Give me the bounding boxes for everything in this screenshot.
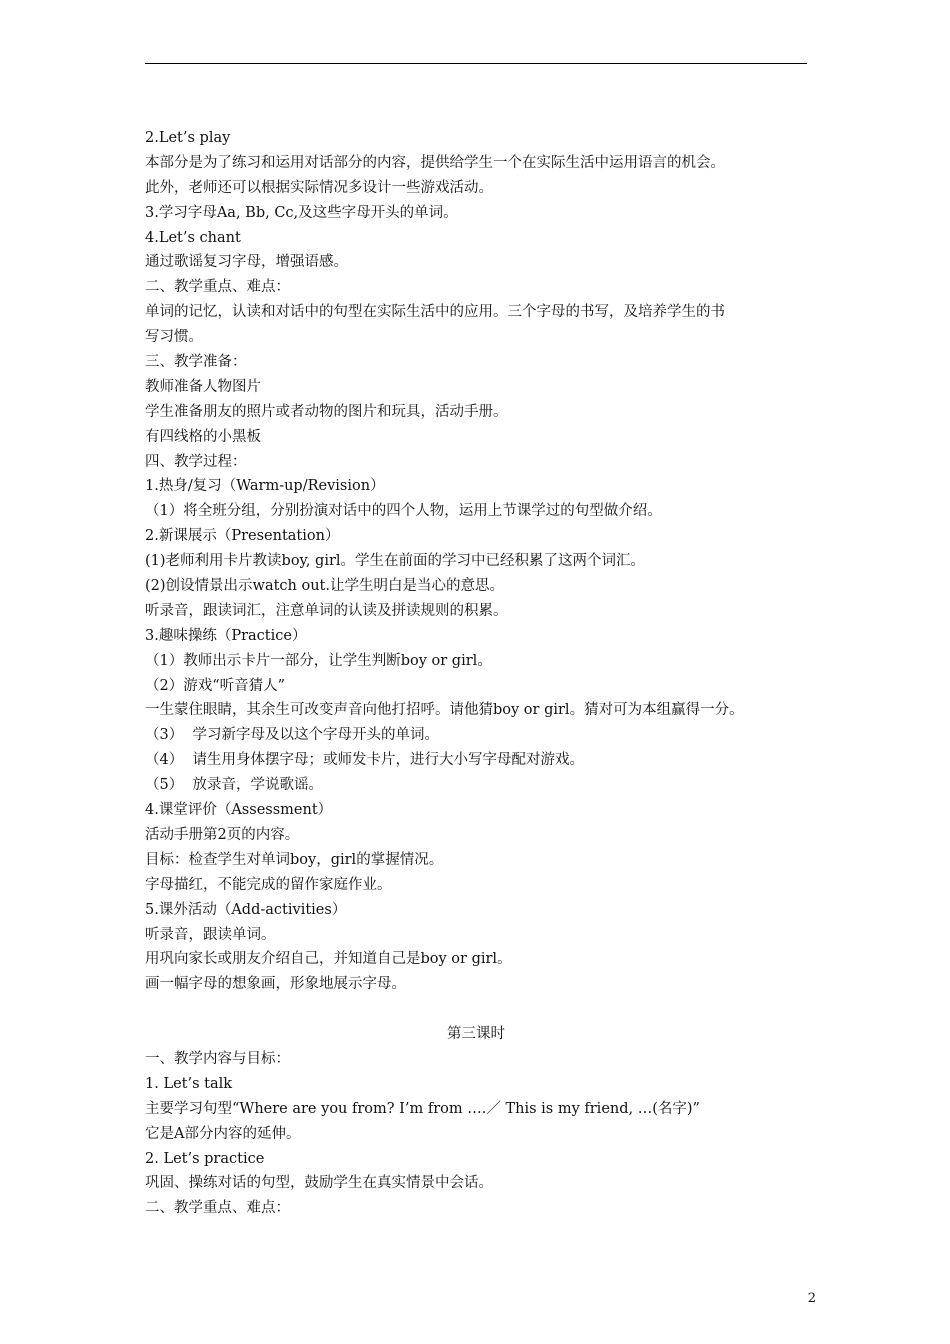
text-line: （5） 放录音，学说歌谣。 — [145, 777, 323, 794]
text-line: 字母描红，不能完成的留作家庭作业。 — [145, 876, 392, 893]
text-block-lesson-two — [145, 126, 825, 997]
text-line: 画一幅字母的想象画，形象地展示字母。 — [145, 976, 406, 993]
text-line: (1)老师利用卡片教读boy, girl。学生在前面的学习中已经积累了这两个词汇。 — [145, 553, 646, 570]
text-line: 它是A部分内容的延伸。 — [145, 1125, 301, 1142]
text-line: （4） 请生用身体摆字母；或师发卡片，进行大小写字母配对游戏。 — [145, 752, 584, 769]
text-line: 单词的记忆，认读和对话中的句型在实际生活中的应用。三个字母的书写，及培养学生的书 — [145, 304, 725, 321]
text-line: 主要学习句型“Where are you from? I’m from ….／ This is my friend, …(名字)” — [145, 1100, 700, 1117]
text-line: （3） 学习新字母及以这个字母开头的单词。 — [145, 727, 439, 744]
text-line: 3.学习字母Aa, Bb, Cc,及这些字母开头的单词。 — [145, 204, 458, 221]
text-line: 1.热身/复习（Warm-up/Revision） — [145, 478, 385, 495]
text-line: 四、教学过程： — [145, 453, 247, 470]
text-line: 通过歌谣复习字母，增强语感。 — [145, 254, 348, 271]
text-line: 学生准备朋友的照片或者动物的图片和玩具，活动手册。 — [145, 403, 508, 420]
text-line: 2.新课展示（Presentation） — [145, 528, 340, 545]
text-line: 一生蒙住眼睛，其余生可改变声音向他打招呼。请他猜boy or girl。猜对可为本组赢得一分。 — [145, 702, 744, 719]
text-line: 3.趣味操练（Practice） — [145, 627, 307, 644]
text-block-lesson-three — [145, 1047, 825, 1221]
text-line: 用巩向家长或朋友介绍自己，并知道自己是boy or girl。 — [145, 951, 512, 968]
text-line: 4.课堂评价（Assessment） — [145, 802, 333, 819]
text-line: (2)创设情景出示watch out.让学生明白是当心的意思。 — [145, 578, 504, 595]
text-line: 1. Let’s talk — [145, 1075, 233, 1092]
text-line: 听录音，跟读词汇，注意单词的认读及拼读规则的积累。 — [145, 602, 508, 619]
section-gap — [145, 997, 825, 1022]
header-rule — [145, 63, 807, 64]
text-line: 有四线格的小黑板 — [145, 428, 261, 445]
page-number: 2 — [807, 1291, 816, 1306]
text-line: 写习惯。 — [145, 329, 203, 346]
text-line: （1）将全班分组，分别扮演对话中的四个人物，运用上节课学过的句型做介绍。 — [145, 503, 662, 520]
text-line: 本部分是为了练习和运用对话部分的内容，提供给学生一个在实际生活中运用语言的机会。 — [145, 154, 725, 171]
text-line: 目标：检查学生对单词boy，girl的掌握情况。 — [145, 851, 444, 868]
text-line: 2. Let’s practice — [145, 1150, 265, 1167]
section-title: 第三课时 — [447, 1026, 505, 1043]
text-line: 三、教学准备： — [145, 354, 247, 371]
text-line: （1）教师出示卡片一部分，让学生判断boy or girl。 — [145, 652, 492, 669]
text-line: 二、教学重点、难点： — [145, 1200, 290, 1217]
text-line: 5.课外活动（Add-activities） — [145, 901, 347, 918]
text-line: 2.Let’s play — [145, 130, 231, 146]
text-line: 教师准备人物图片 — [145, 378, 261, 395]
text-line: 二、教学重点、难点： — [145, 279, 290, 296]
text-line: 巩固、操练对话的句型，鼓励学生在真实情景中会话。 — [145, 1175, 493, 1192]
body-text — [145, 126, 825, 1221]
text-line: 活动手册第2页的内容。 — [145, 826, 300, 843]
text-line: （2）游戏“听音猜人” — [145, 677, 286, 694]
text-line: 一、教学内容与目标： — [145, 1050, 290, 1067]
text-line: 听录音，跟读单词。 — [145, 926, 276, 943]
text-line: 4.Let’s chant — [145, 229, 241, 246]
text-line: 此外，老师还可以根据实际情况多设计一些游戏活动。 — [145, 179, 493, 196]
